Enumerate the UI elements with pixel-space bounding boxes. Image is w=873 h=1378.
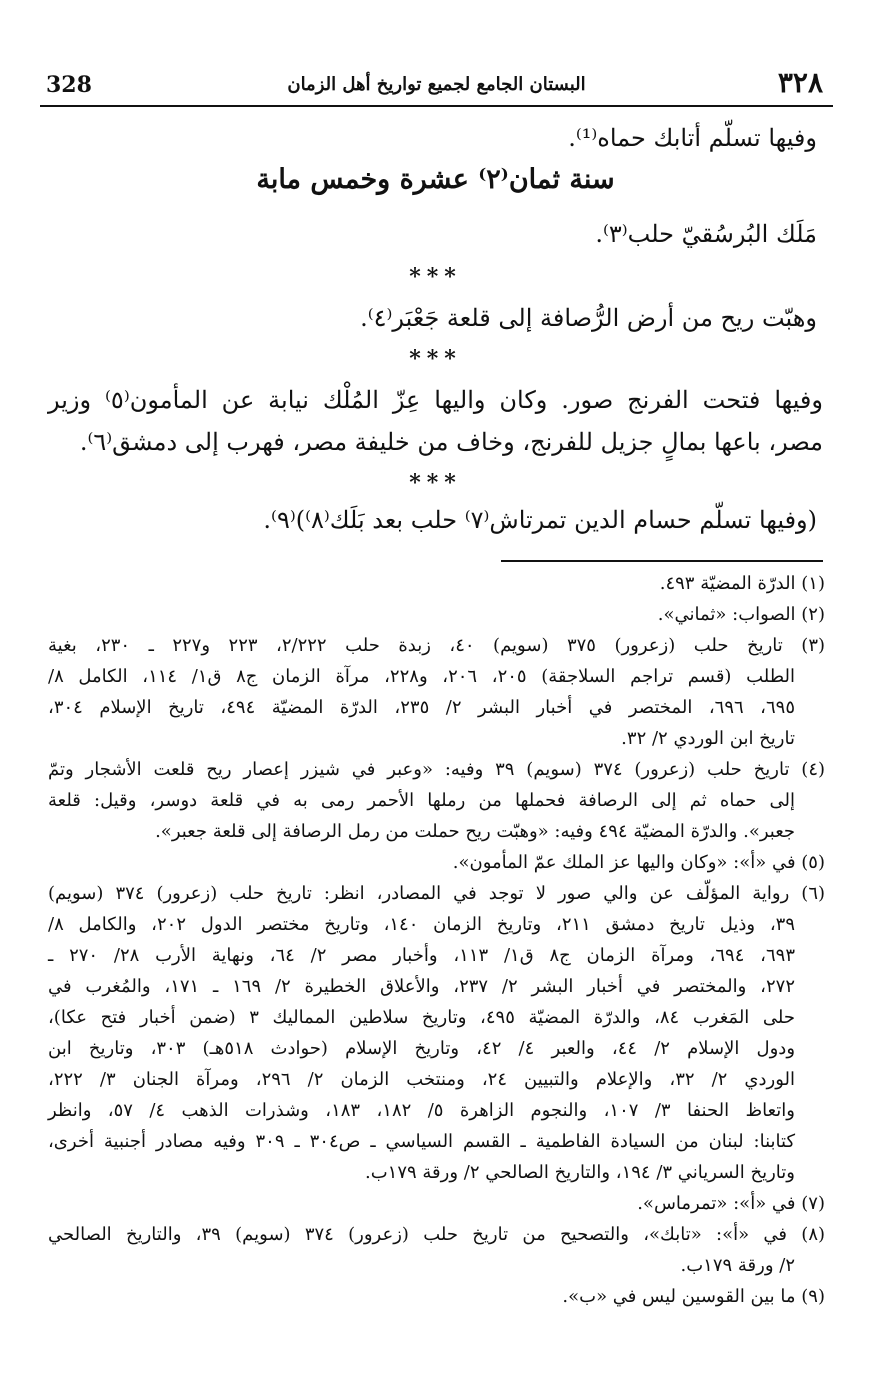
header-rule	[40, 105, 833, 107]
footnote-line: وتاريخ السرياني ٣/ ١٩٤، والتاريخ الصالحي ٢/ ورقة ١٧٩ب.	[364, 1162, 795, 1183]
footnote-line: الطلب (قسم تراجم السلاجقة) ٢٠٥، ٢٠٦، و٢٢٨، مرآة الزمان ج٨ ق١/ ١١٤، الكامل ٨/	[48, 666, 795, 687]
footnote-line: حلى المَغرب ٨٤، والدرّة المضيّة ٤٩٥، وتاريخ سلاطين المماليك ٣ (ضمن أخبار فتح عكا)،	[48, 1007, 796, 1028]
footnote-line: (٤) تاريخ حلب (زعرور) ٣٧٤ (سويم) ٣٩ وفيه: «وعبر في شيزر إعصار ريح قلعت الأشجار وتمّ	[48, 759, 826, 780]
year-heading: سنة ثمان⁽٢⁾ عشرة وخمس مابة	[256, 164, 615, 195]
footnote-line: ٣٩، وذيل تاريخ دمشق ٢١١، وتاريخ الزمان ١٤٠، وتاريخ مختصر الدول ٢٠٢، والكامل ٨/	[48, 914, 795, 935]
footnote-line: (٣) تاريخ حلب (زعرور) ٣٧٥ (سويم) ٤٠، زبدة حلب ٢/٢٢٢، ٢٢٣ و٢٢٧ ـ ٢٣٠، بغية	[48, 635, 826, 656]
main-text	[48, 118, 823, 158]
footnote-line: ٦٩٣، ٦٩٤، ومرآة الزمان ج٨ ق١/ ١١٣، وأخبار مصر ٢/ ٦٤، ونهاية الأرب ٢٨/ ٢٧٠ ـ	[48, 945, 795, 966]
footnotes	[48, 568, 825, 1312]
footnote-line: تاريخ ابن الوردي ٢/ ٣٢.	[621, 728, 795, 749]
running-title: البستان الجامع لجميع تواريخ أهل الزمان	[287, 74, 586, 95]
footnote-line: (٥) في «أ»: «وكان واليها عز الملك عمّ المأمون».	[452, 852, 825, 873]
main-line-6: (وفيها تسلّم حسام الدين تمرتاش⁽٧⁾ حلب بعد بَلَك⁽٨⁾)⁽٩⁾.	[263, 506, 817, 534]
footnote-line: ٢٧٢، والمختصر في أخبار البشر ٢/ ٢٣٧، والأعلاق الخطيرة ٢/ ١٦٩ ـ ١٧١، والمُغرب في	[48, 976, 795, 997]
footnote-line: ودول الإسلام ٢/ ٤٤، والعبر ٤/ ٤٢، وتاريخ الإسلام (حوادث ٥١٨هـ) ٣٠٣، وتاريخ ابن	[48, 1038, 796, 1059]
footnote-line: الوردي ٢/ ٣٢، والإعلام والتبيين ٢٤، ومنتخب الزمان ٢/ ٢٩٦، ومرآة الجنان ٣/ ٢٢٢،	[48, 1069, 795, 1090]
footnote-line: ٦٩٥، ٦٩٦، المختصر في أخبار البشر ٢/ ٢٣٥، الدرّة المضيّة ٤٩٤، تاريخ الإسلام ٣٠٤،	[48, 697, 796, 718]
section-separator-2: ***	[409, 346, 462, 372]
page-number-arabic: ٣٢٨	[777, 66, 823, 99]
footnote-line: (٨) في «أ»: «تابك»، والتصحيح من تاريخ حلب (زعرور) ٣٧٤ (سويم) ٣٩، والتاريخ الصالحي	[48, 1224, 826, 1245]
footnote-line: إلى حماه ثم إلى الرصافة فحملها من رملها الأحمر رمى به في قلعة دوسر، وقيل: قلعة	[48, 790, 795, 811]
section-separator-1: ***	[409, 264, 462, 290]
page-number-latin: 328	[46, 72, 92, 98]
section-separator-3: ***	[409, 470, 462, 496]
main-line-3: وهبّت ريح من أرض الرُّصافة إلى قلعة جَعْبَر⁽٤⁾.	[360, 304, 817, 332]
footnote-line: ٢/ ورقة ١٧٩ب.	[680, 1255, 795, 1276]
footnote-rule	[501, 560, 823, 562]
footnote-line: واتعاظ الحنفا ٣/ ١٠٧، والنجوم الزاهرة ٥/ ١٨٢، ١٨٣، وشذرات الذهب ٤/ ٥٧، وانظر	[48, 1100, 796, 1121]
footnote-line: (٦) رواية المؤلّف عن والي صور لا توجد في المصادر، انظر: تاريخ حلب (زعرور) ٣٧٤ (سويم)	[48, 883, 826, 904]
footnote-line: (٧) في «أ»: «تمرماس».	[637, 1193, 825, 1214]
page-header	[40, 62, 833, 104]
footnote-line: (١) الدرّة المضيّة ٤٩٣.	[659, 573, 825, 594]
main-line-5: مصر، باعها بمالٍ جزيل للفرنج، وخاف من خليفة مصر، فهرب إلى دمشق⁽٦⁾.	[79, 428, 823, 456]
footnote-line: كتابنا: لبنان من السيادة الفاطمية ـ القسم السياسي ـ ص٣٠٤ ـ ٣٠٩ وفيه مصادر أجنبية أخرى،	[48, 1131, 796, 1152]
footnote-line: (٩) ما بين القوسين ليس في «ب».	[562, 1286, 825, 1307]
main-line-4: وفيها فتحت الفرنج صور. وكان واليها عِزّ المُلْك نيابة عن المأمون⁽٥⁾ وزير	[48, 386, 823, 414]
footnote-line: (٢) الصواب: «ثماني».	[657, 604, 825, 625]
footnote-line: جعبر». والدرّة المضيّة ٤٩٤ وفيه: «وهبّت ريح حملت من رمل الرصافة إلى قلعة جعبر».	[155, 821, 795, 842]
main-line-1: وفيها تسلّم أتابك حماه⁽¹⁾.	[568, 124, 817, 152]
main-line-2: مَلَك البُرسُقيّ حلب⁽٣⁾.	[595, 220, 817, 248]
